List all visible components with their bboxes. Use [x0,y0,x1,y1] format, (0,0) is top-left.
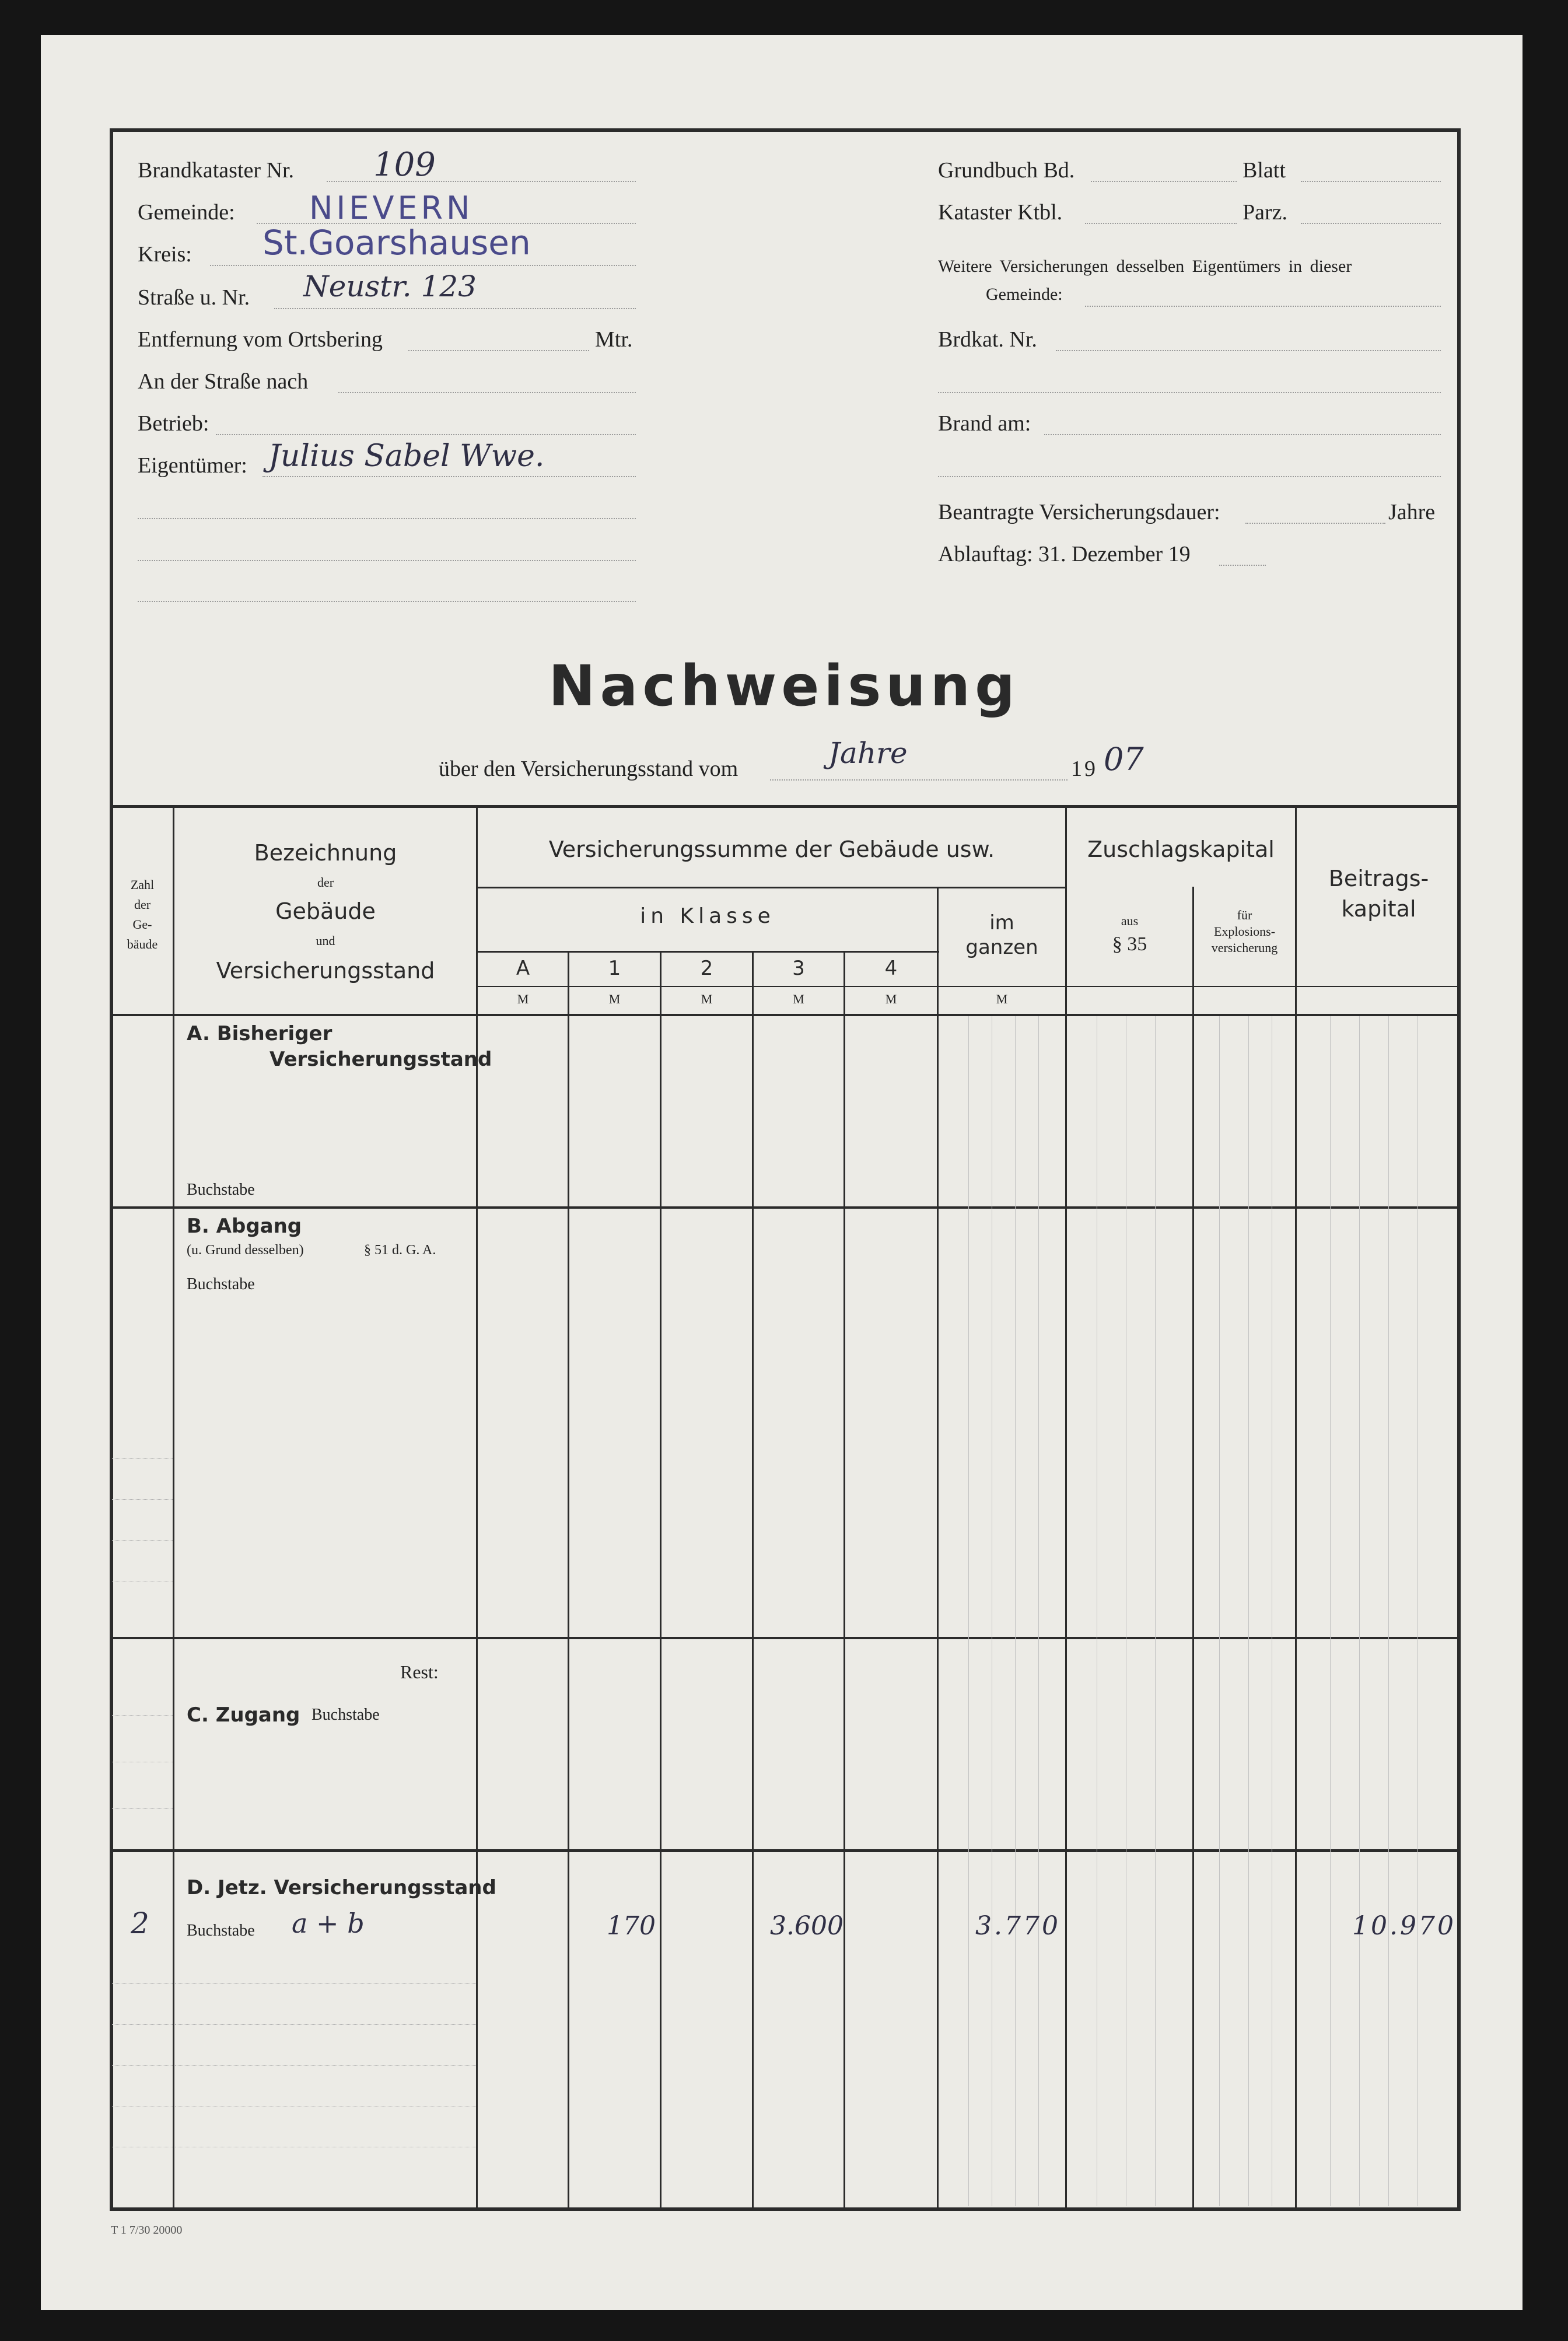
d-zahl-value: 2 [131,1906,149,1940]
column-line [1065,805,1067,2208]
grundbuch-label: Grundbuch Bd. [938,158,1075,183]
dotted-line [938,476,1441,477]
table-header-line [477,951,939,953]
zahl-header-line: bäude [127,937,158,951]
brand-label: Brand am: [938,411,1031,436]
section-divider [110,1849,1461,1852]
section-divider [110,1637,1461,1639]
im-ganzen-line1: im [989,911,1014,935]
d-klasse-1-value: 170 [607,1911,656,1941]
explosions-label: Explosions- [1213,924,1276,939]
versicherungsdauer-unit: Jahre [1388,500,1436,524]
section-b-buchstabe: Buchstabe [187,1275,255,1293]
bezeichnung-der: der [317,875,334,890]
dotted-line [274,308,636,309]
unit-m: M [517,992,529,1006]
ledger-row-line [112,1808,173,1809]
dotted-line [138,560,636,561]
ledger-line [1015,1016,1016,2206]
paragraph-35: § 35 [1112,933,1147,955]
dotted-line [1044,434,1441,435]
blatt-label: Blatt [1242,158,1286,183]
section-c-title: C. Zugang [187,1703,300,1727]
weitere-label-1: Weitere Versicherungen desselben Eigentümers in dieser [938,257,1352,276]
ledger-line [1359,1016,1360,2206]
beitragskapital-line2: kapital [1341,896,1416,922]
strasse-value: Neustr. 123 [303,270,477,303]
ledger-row-line [112,2024,173,2025]
subtitle-label: über den Versicherungsstand vom [439,757,738,781]
an-der-strasse-label: An der Straße nach [138,369,309,394]
ledger-line [1155,1016,1156,2206]
klasse-4: 4 [884,957,898,980]
unit-m: M [608,992,621,1006]
fuer-label: für [1237,908,1252,922]
gebaeude-header: Gebäude [275,898,376,924]
column-line [173,805,174,2208]
column-line [476,805,478,2208]
d-im-ganzen-value: 3.770 [975,1911,1060,1941]
dotted-line [1301,223,1441,224]
section-divider [110,1206,1461,1209]
im-ganzen-line2: ganzen [965,936,1038,959]
section-d-title: D. Jetz. Versicherungsstand [187,1876,496,1899]
dotted-line [262,476,636,477]
d-beitragskapital-value: 10.970 [1352,1911,1456,1941]
section-c-buchstabe: Buchstabe [312,1706,380,1724]
dotted-line [138,601,636,602]
brandkataster-value: 109 [373,146,436,184]
klasse-3: 3 [792,957,805,980]
eigentuemer-label: Eigentümer: [138,453,247,478]
entfernung-label: Entfernung vom Ortsbering [138,327,383,352]
column-line [752,951,754,2208]
column-line [1295,805,1297,2208]
rest-label: Rest: [400,1661,439,1682]
d-buchstabe-value: a + b [292,1908,365,1939]
dotted-line [216,434,636,435]
dotted-line [1056,350,1441,351]
zahl-header [112,875,173,954]
section-a-title2: Versicherungsstand [270,1048,492,1071]
document-title: Nachweisung [548,653,1020,719]
entfernung-unit: Mtr. [595,327,633,352]
zahl-header-line: Zahl [130,877,155,892]
kataster-label: Kataster Ktbl. [938,200,1063,225]
klasse-2: 2 [700,957,713,980]
ledger-row-line [112,1499,173,1500]
dotted-line [338,392,636,393]
dotted-line [770,779,1068,781]
klasse-1: 1 [608,957,621,980]
unit-m: M [793,992,804,1006]
form-number: T 1 7/30 20000 [111,2224,183,2237]
aus-label: aus [1121,914,1139,928]
zuschlagskapital-header: Zuschlagskapital [1087,837,1275,862]
zahl-header-line: Ge- [132,917,152,932]
brdkat-label: Brdkat. Nr. [938,327,1037,352]
ledger-line [1330,1016,1331,2206]
section-a-title: A. Bisheriger [187,1022,332,1045]
year-suffix: 07 [1104,741,1144,778]
table-header-line [477,986,1461,987]
ledger-row-line [175,1983,476,1984]
table-header-bottom [110,1014,1461,1016]
dotted-line [1085,306,1441,307]
zahl-header-line: der [134,897,151,912]
column-line [1192,887,1194,2208]
betrieb-label: Betrieb: [138,411,209,436]
gemeinde-label: Gemeinde: [138,200,235,225]
versicherungsdauer-label: Beantragte Versicherungsdauer: [938,500,1220,524]
dotted-line [1219,565,1266,566]
beitragskapital-line1: Beitrags- [1328,866,1429,891]
ledger-line [1038,1016,1039,2206]
year-prefix: 19 [1071,757,1098,781]
ledger-row-line [112,1540,173,1541]
table-header-line [477,887,1065,888]
section-d-buchstabe: Buchstabe [187,1922,255,1940]
ledger-row-line [112,1983,173,1984]
unit-m: M [701,992,713,1006]
ledger-line [1248,1016,1249,2206]
dotted-line [138,518,636,519]
klasse-a: A [516,957,530,980]
subtitle-value: Jahre [828,736,908,770]
column-line [937,887,939,2208]
weitere-label-2: Gemeinde: [986,285,1063,304]
brandkataster-label: Brandkataster Nr. [138,158,295,183]
column-line [660,951,662,2208]
unit-m: M [996,992,1008,1006]
dotted-line [408,350,589,351]
section-b-title: B. Abgang [187,1215,302,1238]
dotted-line [210,265,636,266]
ledger-row-line [112,1458,173,1459]
ledger-line [968,1016,969,2206]
column-line [844,951,845,2208]
versicherungssumme-header: Versicherungssumme der Gebäude usw. [548,837,995,862]
parz-label: Parz. [1242,200,1288,225]
dotted-line [1301,181,1441,182]
dotted-line [938,392,1441,393]
section-a-buchstabe: Buchstabe [187,1181,255,1199]
unit-m: M [885,992,897,1006]
ledger-row-line [175,2024,476,2025]
dotted-line [1085,223,1237,224]
ledger-row-line [175,2065,476,2066]
section-b-subtitle: (u. Grund desselben) [187,1243,304,1258]
d-klasse-3-value: 3.600 [770,1911,844,1941]
in-klasse-header: in Klasse [640,904,775,928]
ledger-line [1219,1016,1220,2206]
versicherung-label: versicherung [1211,940,1278,955]
column-line [568,951,569,2208]
section-b-paragraph: § 51 d. G. A. [364,1243,436,1258]
kreis-label: Kreis: [138,242,192,267]
gemeinde-stamp: NIEVERN [309,190,474,226]
bezeichnung-header: Bezeichnung [254,840,397,866]
table-top-border [110,805,1461,808]
bezeichnung-und: und [316,933,335,948]
strasse-label: Straße u. Nr. [138,285,250,310]
kreis-stamp: St.Goarshausen [262,223,531,263]
versicherungsstand-header: Versicherungsstand [216,958,435,984]
dotted-line [1091,181,1237,182]
ablauftag-label: Ablauftag: 31. Dezember 19 [938,542,1191,566]
dotted-line [1245,523,1385,524]
ledger-line [1388,1016,1389,2206]
ledger-row-line [112,1715,173,1716]
eigentuemer-value: Julius Sabel Wwe. [268,439,545,474]
ledger-row-line [112,2065,173,2066]
